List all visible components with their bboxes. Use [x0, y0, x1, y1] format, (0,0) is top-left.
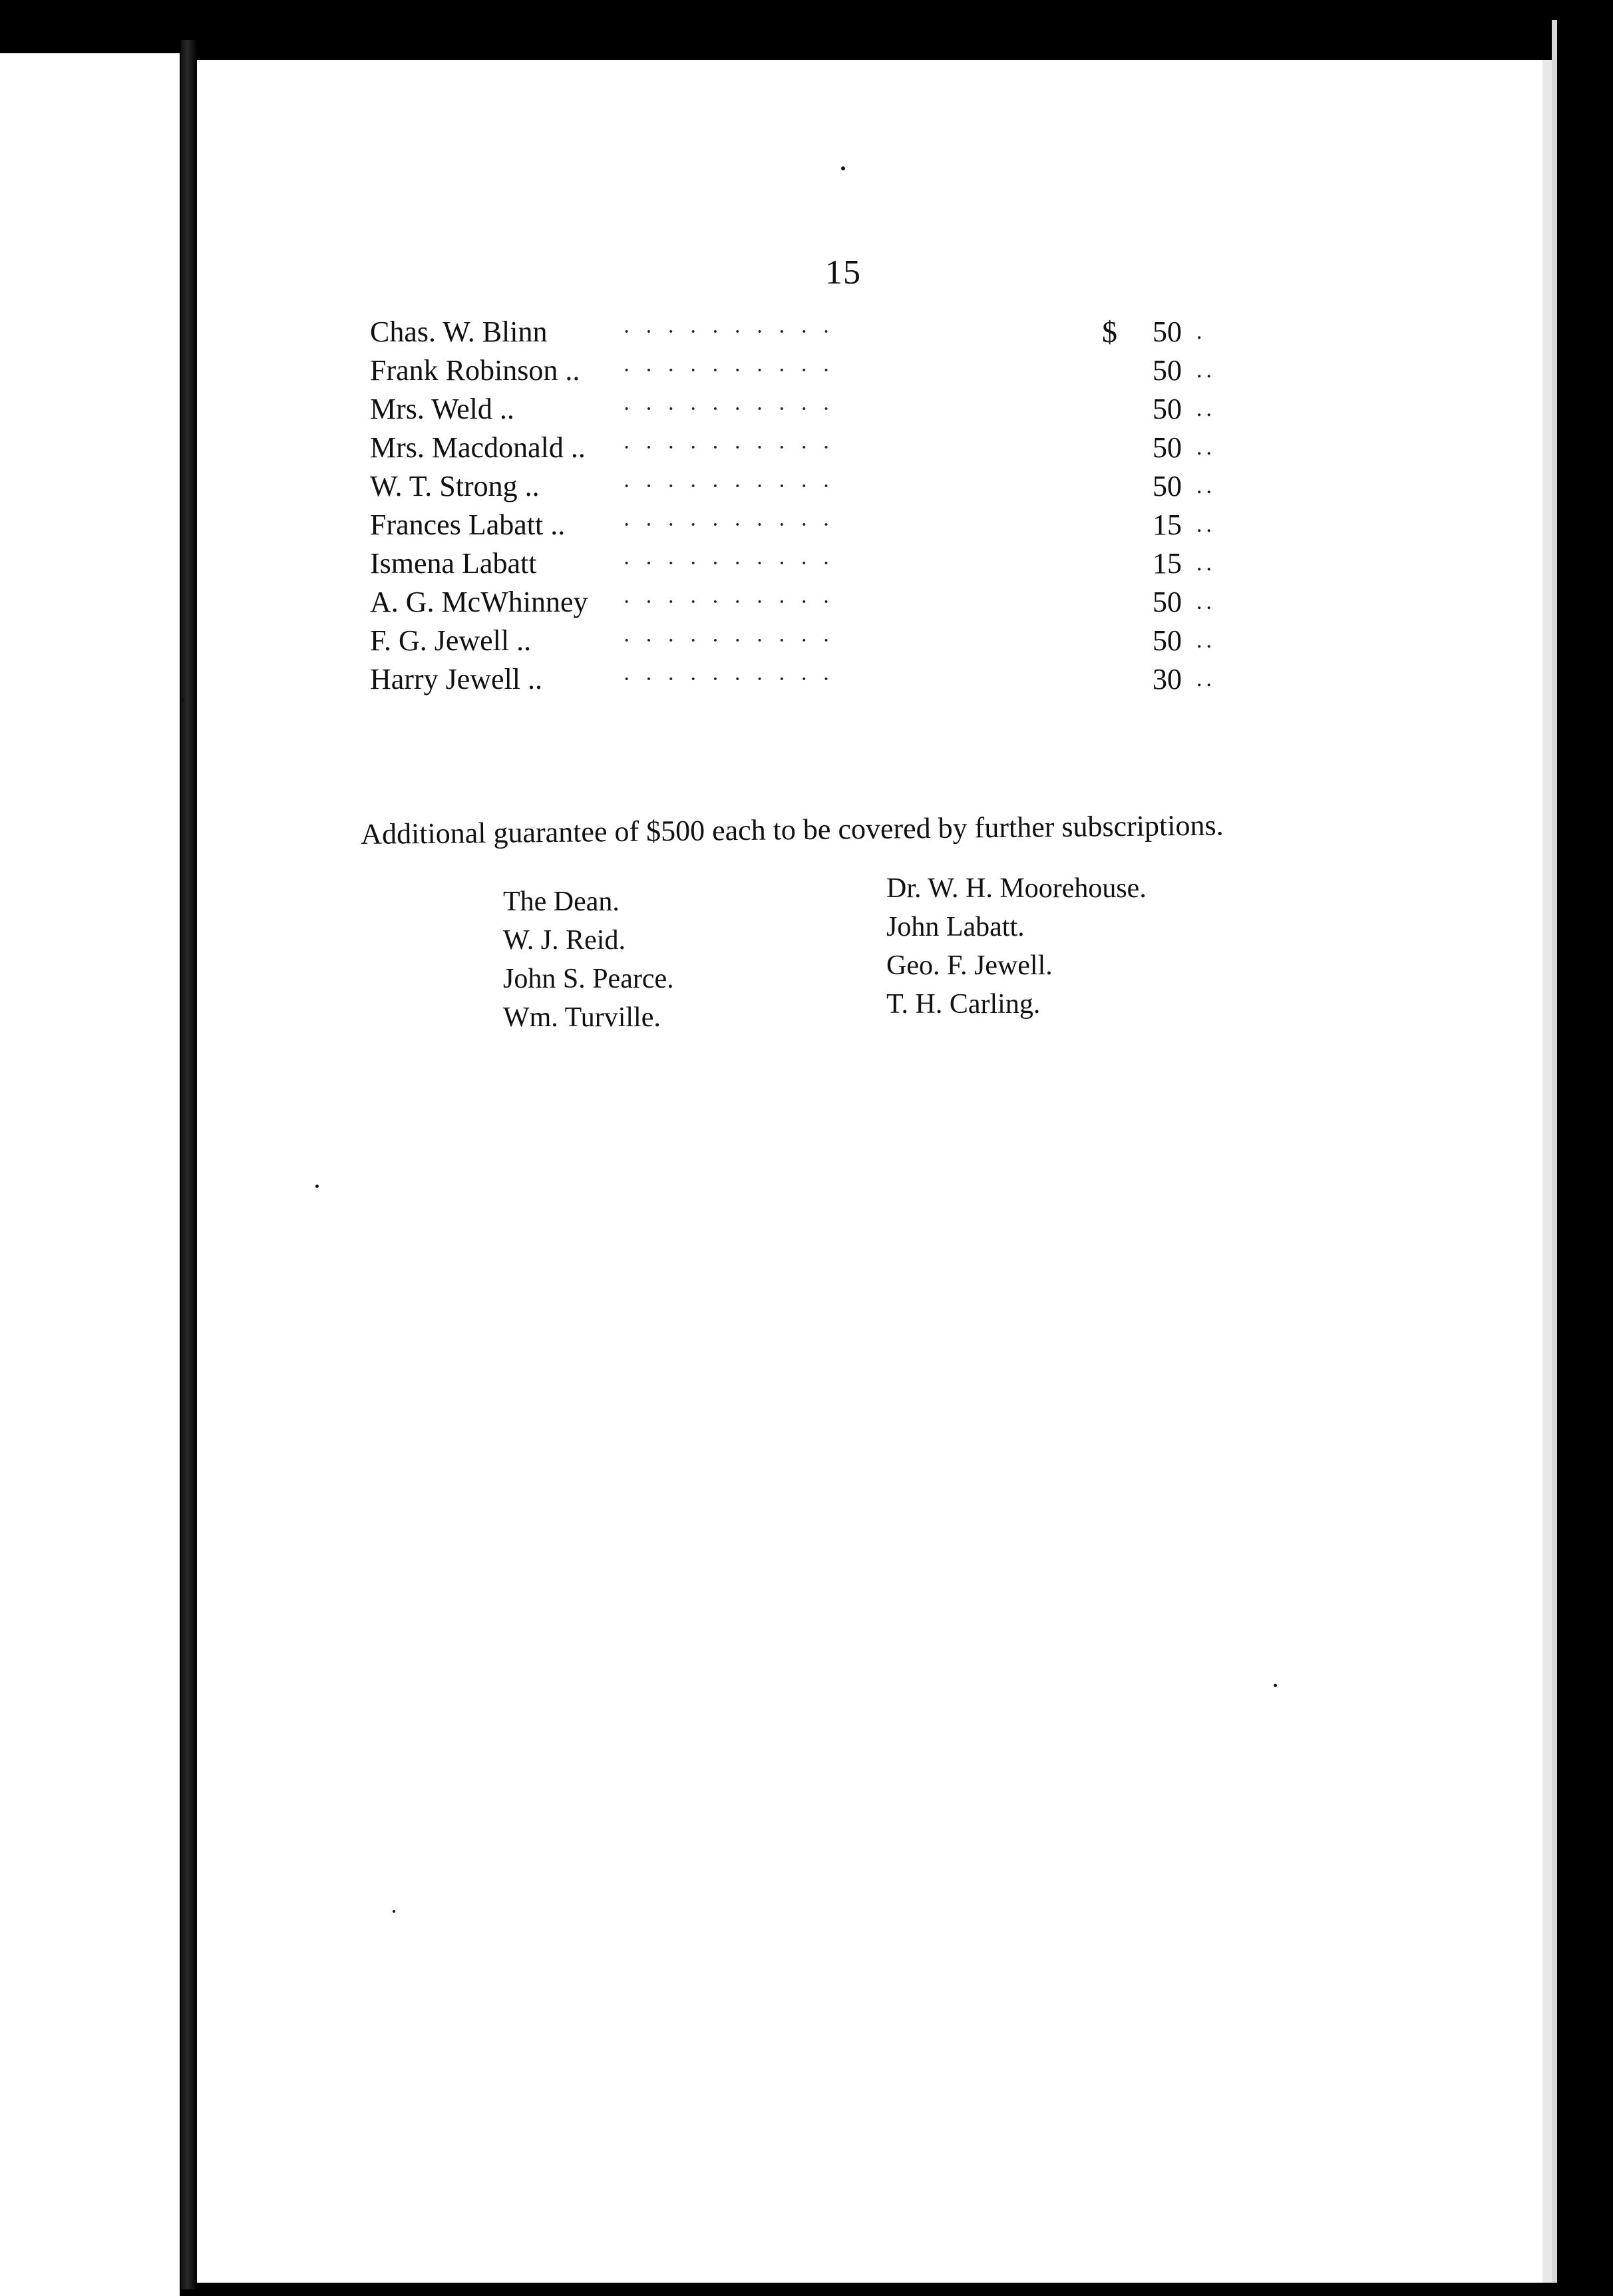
guarantor-name: W. J. Reid.: [503, 925, 626, 956]
subscription-amount: 50: [1153, 624, 1182, 657]
dot-leader: ··········: [623, 358, 845, 383]
subscriber-name: W. T. Strong ..: [370, 470, 540, 502]
subscription-amount: 30: [1153, 663, 1182, 695]
book-gutter: [181, 40, 197, 2289]
subscription-row: [370, 467, 1235, 506]
subscription-amount: 15: [1153, 508, 1182, 541]
subscription-row: [370, 351, 1235, 390]
subscriber-name: Chas. W. Blinn: [370, 315, 548, 348]
scan-speck: [181, 699, 184, 702]
dot-leader: ··········: [623, 512, 845, 537]
subscription-row: [370, 660, 1235, 699]
scan-speck: [315, 1185, 319, 1188]
trailing-dots: ..: [1196, 551, 1216, 576]
guarantor-list: [503, 869, 1368, 1042]
dot-leader: ··········: [623, 474, 845, 498]
guarantee-note: Additional guarantee of $500 each to be covered by further subscriptions.: [361, 809, 1224, 851]
subscription-list: [370, 313, 1235, 699]
subscription-row: [370, 313, 1235, 351]
dot-leader: ··········: [623, 397, 845, 421]
subscriber-name: F. G. Jewell ..: [370, 624, 532, 657]
trailing-dots: ..: [1196, 628, 1216, 653]
subscriber-name: A. G. McWhinney: [370, 586, 588, 618]
guarantor-name: Dr. W. H. Moorehouse.: [886, 873, 1147, 904]
trailing-dots: .: [1196, 319, 1206, 344]
scan-speck: [393, 1910, 395, 1913]
subscription-amount: 50: [1153, 431, 1182, 464]
trailing-dots: ..: [1196, 667, 1216, 691]
trailing-dots: ..: [1196, 474, 1216, 498]
subscription-amount: 50: [1153, 586, 1182, 618]
facing-page-edge: [0, 53, 180, 2296]
scan-speck: [841, 166, 845, 170]
trailing-dots: ..: [1196, 397, 1216, 421]
trailing-dots: ..: [1196, 512, 1216, 537]
subscription-amount: 50: [1153, 315, 1182, 348]
guarantor-name: T. H. Carling.: [886, 989, 1041, 1020]
subscription-row: [370, 622, 1235, 660]
subscription-amount: 50: [1153, 470, 1182, 502]
guarantor-name: Geo. F. Jewell.: [886, 950, 1053, 981]
subscription-row: [370, 390, 1235, 429]
dot-leader: ··········: [623, 628, 845, 653]
subscriber-name: Ismena Labatt: [370, 547, 537, 580]
subscription-row: [370, 506, 1235, 544]
guarantor-column-right: [886, 869, 1147, 1024]
guarantor-name: John S. Pearce.: [503, 964, 674, 994]
trailing-dots: ..: [1196, 435, 1216, 460]
guarantor-name: John Labatt.: [886, 912, 1025, 942]
dot-leader: ··········: [623, 667, 845, 691]
dot-leader: ··········: [623, 319, 845, 344]
subscription-amount: 50: [1153, 393, 1182, 425]
page-edge-shadow: [1552, 20, 1557, 2283]
subscription-row: [370, 544, 1235, 583]
dot-leader: ··········: [623, 435, 845, 460]
guarantor-column-left: [503, 882, 674, 1037]
subscription-row: [370, 583, 1235, 622]
dot-leader: ··········: [623, 551, 845, 576]
subscriber-name: Mrs. Macdonald ..: [370, 431, 586, 464]
subscription-amount: 15: [1153, 547, 1182, 580]
subscriber-name: Mrs. Weld ..: [370, 393, 514, 425]
scan-speck: [1274, 1684, 1277, 1687]
page-number: 15: [825, 254, 861, 291]
guarantor-name: Wm. Turville.: [503, 1002, 661, 1033]
trailing-dots: ..: [1196, 590, 1216, 614]
subscriber-name: Harry Jewell ..: [370, 663, 543, 695]
guarantor-name: The Dean.: [503, 886, 620, 917]
subscriber-name: Frank Robinson ..: [370, 354, 580, 387]
currency-symbol: $: [1102, 315, 1117, 349]
trailing-dots: ..: [1196, 358, 1216, 383]
subscription-amount: 50: [1153, 354, 1182, 387]
subscription-row: [370, 429, 1235, 467]
dot-leader: ··········: [623, 590, 845, 614]
subscriber-name: Frances Labatt ..: [370, 508, 566, 541]
